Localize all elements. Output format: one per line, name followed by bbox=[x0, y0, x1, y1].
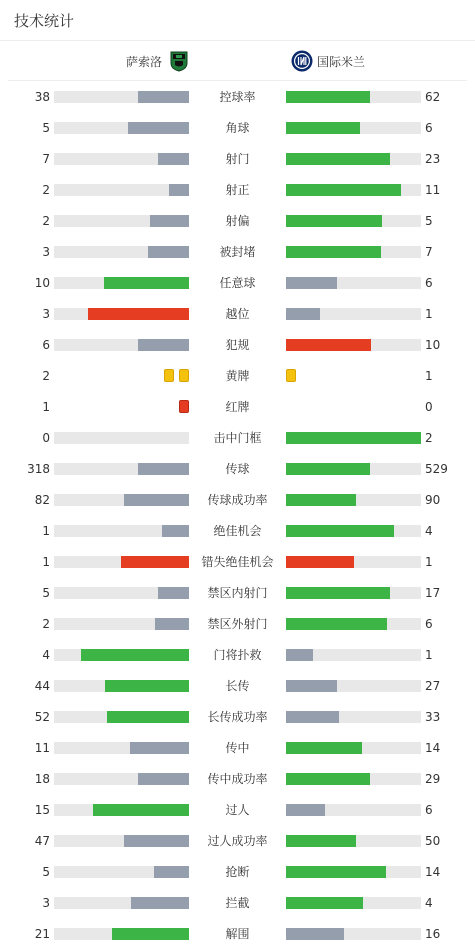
stat-label: 射正 bbox=[225, 183, 250, 197]
home-bar-track bbox=[54, 928, 189, 940]
stat-label: 被封堵 bbox=[219, 245, 256, 259]
home-bar-fill bbox=[112, 928, 189, 940]
away-value: 10 bbox=[425, 338, 441, 352]
stat-row bbox=[0, 304, 475, 324]
stat-row bbox=[0, 893, 475, 913]
stat-label: 传中 bbox=[225, 741, 250, 755]
stat-label: 门将扑救 bbox=[213, 648, 262, 662]
stat-row bbox=[0, 676, 475, 696]
stat-label: 过人 bbox=[225, 803, 250, 817]
away-bar-track bbox=[286, 153, 421, 165]
away-value: 90 bbox=[425, 493, 441, 507]
home-value: 38 bbox=[34, 90, 50, 104]
away-value: 4 bbox=[425, 896, 433, 910]
away-bar-fill bbox=[286, 804, 325, 816]
home-value: 18 bbox=[34, 772, 50, 786]
home-bar-track bbox=[54, 463, 189, 475]
stat-row bbox=[0, 180, 475, 200]
away-value: 1 bbox=[425, 369, 433, 383]
away-bar-fill bbox=[286, 866, 386, 878]
away-value: 0 bbox=[425, 400, 433, 414]
stat-row bbox=[0, 707, 475, 727]
stat-row bbox=[0, 862, 475, 882]
away-bar-fill bbox=[286, 928, 344, 940]
stat-label: 任意球 bbox=[219, 276, 256, 290]
stat-label: 解围 bbox=[225, 927, 250, 941]
home-value: 0 bbox=[42, 431, 50, 445]
home-value: 6 bbox=[42, 338, 50, 352]
stat-label: 红牌 bbox=[225, 400, 250, 414]
away-value: 4 bbox=[425, 524, 433, 538]
home-value: 4 bbox=[42, 648, 50, 662]
home-team-name: 萨索洛 bbox=[126, 54, 163, 69]
stat-row bbox=[0, 521, 475, 541]
home-bar-track bbox=[54, 153, 189, 165]
away-bar-fill bbox=[286, 432, 421, 444]
stat-label: 传球 bbox=[225, 462, 250, 476]
away-bar-fill bbox=[286, 91, 370, 103]
stat-label: 禁区内射门 bbox=[207, 586, 268, 600]
away-value: 6 bbox=[425, 121, 433, 135]
inter-logo-icon bbox=[291, 50, 313, 72]
stat-row bbox=[0, 242, 475, 262]
stat-label: 长传成功率 bbox=[207, 710, 268, 724]
home-value: 21 bbox=[34, 927, 50, 941]
red-card-icon bbox=[179, 400, 189, 413]
home-value: 5 bbox=[42, 586, 50, 600]
home-bar-fill bbox=[158, 153, 189, 165]
home-value: 44 bbox=[34, 679, 50, 693]
away-value: 62 bbox=[425, 90, 441, 104]
stat-row bbox=[0, 87, 475, 107]
stat-row bbox=[0, 428, 475, 448]
home-bar-track bbox=[54, 215, 189, 227]
away-bar-track bbox=[286, 742, 421, 754]
home-bar-fill bbox=[107, 711, 189, 723]
away-team[interactable] bbox=[291, 41, 365, 81]
away-bar-track bbox=[286, 680, 421, 692]
away-bar-track bbox=[286, 649, 421, 661]
home-bar-fill bbox=[88, 308, 189, 320]
away-bar-track bbox=[286, 587, 421, 599]
home-bar-track bbox=[54, 91, 189, 103]
away-bar-track bbox=[286, 711, 421, 723]
away-bar-track bbox=[286, 835, 421, 847]
away-bar-track bbox=[286, 494, 421, 506]
away-value: 11 bbox=[425, 183, 441, 197]
home-team[interactable] bbox=[126, 41, 190, 81]
home-bar-track bbox=[54, 742, 189, 754]
home-value: 2 bbox=[42, 183, 50, 197]
away-bar-track bbox=[286, 897, 421, 909]
home-bar-track bbox=[54, 432, 189, 444]
stat-row bbox=[0, 397, 475, 417]
away-value: 23 bbox=[425, 152, 441, 166]
stat-label: 错失绝佳机会 bbox=[201, 555, 274, 569]
stat-row bbox=[0, 831, 475, 851]
stat-row bbox=[0, 924, 475, 944]
home-value: 47 bbox=[34, 834, 50, 848]
home-value: 3 bbox=[42, 245, 50, 259]
stat-label: 抢断 bbox=[225, 865, 250, 879]
away-bar-track bbox=[286, 184, 421, 196]
stat-row bbox=[0, 273, 475, 293]
home-bar-track bbox=[54, 680, 189, 692]
home-bar-track bbox=[54, 122, 189, 134]
home-bar-fill bbox=[138, 91, 189, 103]
away-bar-track bbox=[286, 91, 421, 103]
stat-label: 长传 bbox=[225, 679, 250, 693]
away-bar-track bbox=[286, 215, 421, 227]
away-value: 5 bbox=[425, 214, 433, 228]
away-value: 17 bbox=[425, 586, 441, 600]
stat-label: 拦截 bbox=[225, 896, 250, 910]
away-bar-fill bbox=[286, 122, 360, 134]
home-bar-fill bbox=[148, 246, 189, 258]
yellow-card-icon bbox=[179, 369, 189, 382]
home-bar-track bbox=[54, 277, 189, 289]
home-cards bbox=[164, 369, 189, 383]
stat-label: 击中门框 bbox=[213, 431, 262, 445]
away-bar-fill bbox=[286, 618, 387, 630]
home-value: 3 bbox=[42, 896, 50, 910]
stat-label: 控球率 bbox=[219, 90, 256, 104]
away-bar-fill bbox=[286, 277, 337, 289]
stat-row bbox=[0, 552, 475, 572]
home-value: 15 bbox=[34, 803, 50, 817]
home-bar-fill bbox=[138, 463, 189, 475]
home-bar-track bbox=[54, 711, 189, 723]
home-bar-fill bbox=[138, 773, 189, 785]
home-value: 2 bbox=[42, 214, 50, 228]
away-bar-fill bbox=[286, 649, 313, 661]
away-bar-fill bbox=[286, 339, 371, 351]
yellow-card-icon bbox=[164, 369, 174, 382]
home-value: 10 bbox=[34, 276, 50, 290]
away-bar-track bbox=[286, 773, 421, 785]
away-value: 29 bbox=[425, 772, 441, 786]
home-value: 1 bbox=[42, 524, 50, 538]
away-value: 6 bbox=[425, 803, 433, 817]
home-bar-track bbox=[54, 773, 189, 785]
away-value: 50 bbox=[425, 834, 441, 848]
stat-label: 绝佳机会 bbox=[213, 524, 262, 538]
stat-label: 黄牌 bbox=[225, 369, 250, 383]
stat-row bbox=[0, 738, 475, 758]
home-bar-track bbox=[54, 835, 189, 847]
home-bar-fill bbox=[124, 494, 189, 506]
home-cards bbox=[179, 400, 189, 414]
away-bar-fill bbox=[286, 742, 362, 754]
stat-label: 传中成功率 bbox=[207, 772, 268, 786]
home-bar-track bbox=[54, 308, 189, 320]
away-bar-track bbox=[286, 432, 421, 444]
home-bar-fill bbox=[128, 122, 189, 134]
away-bar-track bbox=[286, 339, 421, 351]
home-bar-track bbox=[54, 587, 189, 599]
away-bar-fill bbox=[286, 711, 339, 723]
home-bar-fill bbox=[169, 184, 189, 196]
home-value: 1 bbox=[42, 400, 50, 414]
home-bar-track bbox=[54, 184, 189, 196]
stat-row bbox=[0, 614, 475, 634]
away-bar-track bbox=[286, 308, 421, 320]
home-value: 7 bbox=[42, 152, 50, 166]
home-bar-fill bbox=[150, 215, 189, 227]
stat-row bbox=[0, 459, 475, 479]
away-value: 1 bbox=[425, 307, 433, 321]
home-bar-fill bbox=[155, 618, 189, 630]
away-bar-fill bbox=[286, 246, 381, 258]
away-value: 16 bbox=[425, 927, 441, 941]
home-bar-fill bbox=[81, 649, 189, 661]
home-bar-fill bbox=[124, 835, 189, 847]
stat-row bbox=[0, 211, 475, 231]
away-value: 1 bbox=[425, 555, 433, 569]
stat-row bbox=[0, 769, 475, 789]
home-value: 82 bbox=[34, 493, 50, 507]
away-bar-fill bbox=[286, 835, 356, 847]
stat-row bbox=[0, 366, 475, 386]
away-value: 7 bbox=[425, 245, 433, 259]
away-bar-fill bbox=[286, 463, 370, 475]
home-value: 11 bbox=[34, 741, 50, 755]
away-bar-track bbox=[286, 122, 421, 134]
stat-row bbox=[0, 335, 475, 355]
home-value: 3 bbox=[42, 307, 50, 321]
stat-row bbox=[0, 118, 475, 138]
home-value: 5 bbox=[42, 121, 50, 135]
stat-label: 射偏 bbox=[225, 214, 250, 228]
home-bar-fill bbox=[154, 866, 189, 878]
home-bar-track bbox=[54, 897, 189, 909]
home-bar-track bbox=[54, 339, 189, 351]
home-bar-fill bbox=[138, 339, 189, 351]
home-bar-fill bbox=[131, 897, 189, 909]
home-value: 5 bbox=[42, 865, 50, 879]
away-bar-fill bbox=[286, 184, 401, 196]
away-bar-track bbox=[286, 804, 421, 816]
stat-row bbox=[0, 149, 475, 169]
away-bar-fill bbox=[286, 773, 370, 785]
stat-label: 射门 bbox=[225, 152, 250, 166]
away-bar-track bbox=[286, 556, 421, 568]
away-bar-fill bbox=[286, 680, 337, 692]
home-bar-track bbox=[54, 866, 189, 878]
away-bar-track bbox=[286, 525, 421, 537]
stat-row bbox=[0, 583, 475, 603]
away-bar-track bbox=[286, 928, 421, 940]
yellow-card-icon bbox=[286, 369, 296, 382]
team-header bbox=[8, 41, 467, 81]
away-bar-track bbox=[286, 866, 421, 878]
stat-label: 越位 bbox=[225, 307, 250, 321]
stat-label: 传球成功率 bbox=[207, 493, 268, 507]
away-value: 1 bbox=[425, 648, 433, 662]
home-bar-fill bbox=[162, 525, 189, 537]
away-team-name: 国际米兰 bbox=[317, 54, 366, 69]
home-bar-fill bbox=[158, 587, 189, 599]
home-bar-track bbox=[54, 649, 189, 661]
stat-label: 过人成功率 bbox=[207, 834, 268, 848]
home-bar-track bbox=[54, 246, 189, 258]
away-bar-fill bbox=[286, 215, 382, 227]
home-value: 2 bbox=[42, 617, 50, 631]
stat-row bbox=[0, 645, 475, 665]
away-cards bbox=[286, 369, 296, 383]
home-value: 52 bbox=[34, 710, 50, 724]
stat-row bbox=[0, 800, 475, 820]
away-bar-fill bbox=[286, 897, 363, 909]
home-bar-fill bbox=[121, 556, 189, 568]
away-value: 6 bbox=[425, 617, 433, 631]
away-bar-fill bbox=[286, 153, 390, 165]
home-bar-fill bbox=[105, 680, 189, 692]
away-bar-fill bbox=[286, 587, 390, 599]
home-bar-track bbox=[54, 804, 189, 816]
stat-label: 犯规 bbox=[225, 338, 250, 352]
page-title: 技术统计 bbox=[14, 11, 75, 30]
home-bar-fill bbox=[104, 277, 189, 289]
away-value: 2 bbox=[425, 431, 433, 445]
home-value: 2 bbox=[42, 369, 50, 383]
away-bar-fill bbox=[286, 494, 356, 506]
away-bar-fill bbox=[286, 525, 394, 537]
home-bar-track bbox=[54, 556, 189, 568]
away-value: 33 bbox=[425, 710, 441, 724]
home-bar-fill bbox=[93, 804, 189, 816]
sassuolo-logo-icon bbox=[168, 50, 190, 72]
stat-label: 禁区外射门 bbox=[207, 617, 268, 631]
home-bar-track bbox=[54, 618, 189, 630]
away-bar-track bbox=[286, 618, 421, 630]
away-bar-track bbox=[286, 277, 421, 289]
home-bar-track bbox=[54, 525, 189, 537]
away-value: 529 bbox=[425, 462, 448, 476]
home-value: 1 bbox=[42, 555, 50, 569]
away-bar-track bbox=[286, 463, 421, 475]
home-bar-track bbox=[54, 494, 189, 506]
away-bar-fill bbox=[286, 308, 320, 320]
away-value: 14 bbox=[425, 741, 441, 755]
away-value: 6 bbox=[425, 276, 433, 290]
away-value: 27 bbox=[425, 679, 441, 693]
away-bar-fill bbox=[286, 556, 354, 568]
header bbox=[0, 0, 475, 41]
home-bar-fill bbox=[130, 742, 189, 754]
home-value: 318 bbox=[27, 462, 50, 476]
away-bar-track bbox=[286, 246, 421, 258]
stat-label: 角球 bbox=[225, 121, 250, 135]
stat-row bbox=[0, 490, 475, 510]
away-value: 14 bbox=[425, 865, 441, 879]
